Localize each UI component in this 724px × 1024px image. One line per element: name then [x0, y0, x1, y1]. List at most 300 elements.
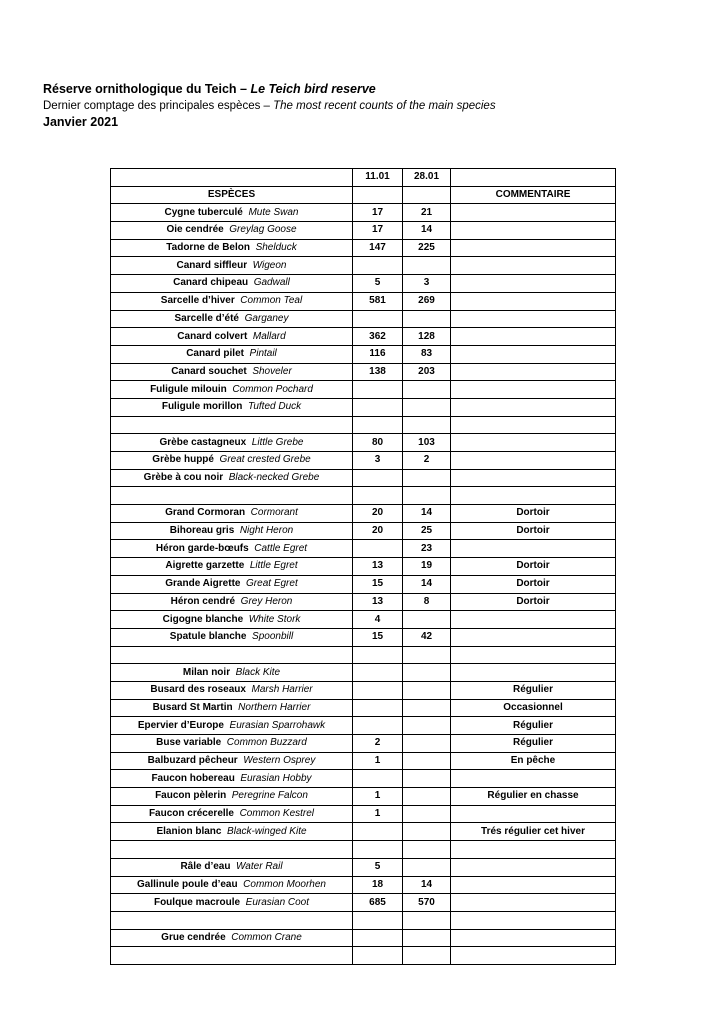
species-cell	[111, 328, 353, 346]
species-name-fr: Fuligule milouin	[150, 383, 227, 395]
species-cell	[111, 788, 353, 806]
count-cell-1101	[353, 911, 403, 929]
species-cell	[111, 416, 353, 434]
species-name-fr: Faucon hobereau	[151, 772, 235, 784]
count-cell-2801: 21	[403, 204, 451, 222]
table-row	[111, 452, 616, 470]
species-name-fr: Grèbe huppé	[152, 454, 214, 466]
comment-cell	[451, 947, 616, 965]
species-name-en: Night Heron	[239, 525, 294, 537]
species-name-fr: Epervier d’Europe	[137, 719, 224, 731]
count-cell-1101: 138	[353, 363, 403, 381]
comment-cell	[451, 257, 616, 275]
bird-count-table	[110, 168, 616, 965]
title-english: Le Teich bird reserve	[250, 82, 376, 96]
subtitle-english: The most recent counts of the main species	[273, 100, 496, 112]
count-cell-2801	[403, 823, 451, 841]
count-cell-2801: 14	[403, 505, 451, 523]
count-cell-2801: 83	[403, 345, 451, 363]
comment-cell	[451, 911, 616, 929]
species-cell	[111, 858, 353, 876]
species-name-fr: Faucon pèlerin	[155, 790, 227, 802]
table-row	[111, 363, 616, 381]
count-cell-2801: 23	[403, 540, 451, 558]
count-cell-1101: 5	[353, 275, 403, 293]
species-name-fr: Balbuzard pêcheur	[147, 755, 238, 767]
count-cell-1101: 13	[353, 593, 403, 611]
table-row	[111, 770, 616, 788]
table-row	[111, 416, 616, 434]
table-row	[111, 222, 616, 240]
species-name-en: Cormorant	[250, 507, 298, 519]
count-cell-2801	[403, 858, 451, 876]
count-cell-2801	[403, 911, 451, 929]
species-name-fr: Râle d’eau	[180, 861, 231, 873]
comment-cell	[451, 858, 616, 876]
species-name-en: Water Rail	[236, 861, 283, 873]
species-name-en: Great crested Grebe	[219, 454, 311, 466]
species-name-fr: Spatule blanche	[169, 631, 247, 643]
species-name-fr: Canard colvert	[177, 330, 248, 342]
species-name-en: Common Teal	[240, 295, 303, 307]
species-name-fr: Grèbe castagneux	[159, 436, 247, 448]
count-cell-1101: 13	[353, 558, 403, 576]
comment-cell	[451, 487, 616, 505]
species-name-en: Mute Swan	[248, 206, 299, 218]
comment-cell	[451, 894, 616, 912]
table-row	[111, 575, 616, 593]
species-name-en: Shoveler	[252, 365, 292, 377]
species-name-fr: Cygne tuberculé	[164, 206, 243, 218]
species-name-fr: Sarcelle d’été	[174, 312, 239, 324]
header-blank-cell	[403, 186, 451, 204]
species-name-en: Common Moorhen	[243, 878, 326, 890]
species-name-en: Northern Harrier	[238, 701, 311, 713]
count-cell-1101	[353, 487, 403, 505]
comment-cell	[451, 398, 616, 416]
count-month: Janvier 2021	[43, 115, 119, 129]
species-cell	[111, 310, 353, 328]
species-cell	[111, 257, 353, 275]
species-name-fr: Oie cendrée	[166, 224, 224, 236]
comment-cell	[451, 363, 616, 381]
species-name-en: Wigeon	[252, 259, 287, 271]
species-name-en: Spoonbill	[252, 631, 294, 643]
species-name-en: Common Buzzard	[226, 737, 307, 749]
species-name-en: Western Osprey	[243, 755, 316, 767]
species-cell	[111, 646, 353, 664]
count-cell-2801: 14	[403, 575, 451, 593]
comment-cell	[451, 452, 616, 470]
species-name-fr: Aigrette garzette	[165, 560, 245, 572]
table-row	[111, 752, 616, 770]
species-name-en: Common Kestrel	[239, 808, 315, 820]
comment-cell: Dortoir	[451, 575, 616, 593]
species-name-en: Grey Heron	[240, 595, 293, 607]
table-row	[111, 204, 616, 222]
table-row	[111, 929, 616, 947]
count-cell-2801	[403, 381, 451, 399]
count-cell-1101: 17	[353, 204, 403, 222]
species-name-en: Gadwall	[253, 277, 290, 289]
count-cell-1101	[353, 929, 403, 947]
count-cell-1101	[353, 681, 403, 699]
count-cell-2801: 225	[403, 239, 451, 257]
species-name-en: Tufted Duck	[247, 401, 302, 413]
count-cell-2801	[403, 416, 451, 434]
title-header-row	[111, 186, 616, 204]
count-cell-2801	[403, 646, 451, 664]
species-name-en: Mallard	[252, 330, 286, 342]
count-cell-2801	[403, 752, 451, 770]
species-name-en: Common Crane	[231, 931, 302, 943]
species-name-fr: Elanion blanc	[156, 825, 222, 837]
species-cell	[111, 894, 353, 912]
species-cell	[111, 363, 353, 381]
comment-cell	[451, 275, 616, 293]
count-cell-1101: 1	[353, 752, 403, 770]
table-row	[111, 717, 616, 735]
comment-cell: Régulier	[451, 735, 616, 753]
count-cell-1101	[353, 310, 403, 328]
count-cell-2801: 103	[403, 434, 451, 452]
table-row	[111, 540, 616, 558]
species-name-en: Garganey	[244, 312, 289, 324]
count-cell-2801	[403, 805, 451, 823]
table-row	[111, 911, 616, 929]
table-row	[111, 310, 616, 328]
table-row	[111, 947, 616, 965]
table-row	[111, 611, 616, 629]
table-row	[111, 858, 616, 876]
species-cell	[111, 487, 353, 505]
comment-cell	[451, 469, 616, 487]
species-name-en: Great Egret	[246, 578, 298, 590]
table-row	[111, 505, 616, 523]
comment-cell	[451, 611, 616, 629]
comment-cell	[451, 345, 616, 363]
count-cell-1101: 20	[353, 505, 403, 523]
comment-cell	[451, 434, 616, 452]
comment-cell	[451, 646, 616, 664]
table-row	[111, 664, 616, 682]
count-cell-1101: 5	[353, 858, 403, 876]
comment-cell	[451, 204, 616, 222]
species-cell	[111, 204, 353, 222]
table-row	[111, 257, 616, 275]
count-cell-1101: 1	[353, 788, 403, 806]
count-cell-2801	[403, 487, 451, 505]
table-row	[111, 699, 616, 717]
count-cell-2801: 8	[403, 593, 451, 611]
species-name-en: Eurasian Coot	[245, 896, 310, 908]
species-name-fr: Busard St Martin	[152, 701, 233, 713]
count-cell-2801	[403, 841, 451, 859]
species-cell	[111, 770, 353, 788]
count-cell-2801	[403, 398, 451, 416]
comment-cell	[451, 381, 616, 399]
count-cell-2801	[403, 699, 451, 717]
comment-cell: Occasionnel	[451, 699, 616, 717]
count-cell-2801	[403, 947, 451, 965]
count-cell-2801: 128	[403, 328, 451, 346]
species-cell	[111, 628, 353, 646]
comment-cell	[451, 310, 616, 328]
species-cell	[111, 558, 353, 576]
count-cell-2801	[403, 469, 451, 487]
species-cell	[111, 505, 353, 523]
subtitle-french: Dernier comptage des principales espèces –	[43, 100, 274, 112]
species-cell	[111, 381, 353, 399]
species-cell	[111, 681, 353, 699]
header-blank-cell	[451, 169, 616, 187]
count-cell-1101	[353, 664, 403, 682]
count-cell-1101	[353, 646, 403, 664]
species-cell	[111, 593, 353, 611]
comment-cell	[451, 628, 616, 646]
count-cell-1101: 147	[353, 239, 403, 257]
comment-cell	[451, 540, 616, 558]
table-row	[111, 522, 616, 540]
table-row	[111, 593, 616, 611]
comment-cell: Dortoir	[451, 522, 616, 540]
table-row	[111, 894, 616, 912]
table-row	[111, 275, 616, 293]
species-name-en: Common Pochard	[232, 383, 313, 395]
species-name-fr: Cigogne blanche	[162, 613, 244, 625]
species-name-en: Eurasian Sparrohawk	[229, 719, 326, 731]
species-name-fr: Sarcelle d’hiver	[160, 295, 235, 307]
count-cell-2801: 19	[403, 558, 451, 576]
species-cell	[111, 469, 353, 487]
count-cell-1101: 362	[353, 328, 403, 346]
count-cell-2801: 570	[403, 894, 451, 912]
count-cell-1101: 685	[353, 894, 403, 912]
comment-cell	[451, 841, 616, 859]
species-cell	[111, 752, 353, 770]
table-row	[111, 328, 616, 346]
species-cell	[111, 717, 353, 735]
species-cell	[111, 805, 353, 823]
table-row	[111, 487, 616, 505]
species-name-fr: Canard souchet	[171, 365, 247, 377]
comment-cell: Dortoir	[451, 505, 616, 523]
count-cell-1101: 15	[353, 575, 403, 593]
count-cell-1101	[353, 469, 403, 487]
document-header	[43, 81, 683, 131]
table-row	[111, 646, 616, 664]
species-name-fr: Grand Cormoran	[165, 507, 246, 519]
table-row	[111, 805, 616, 823]
count-cell-1101	[353, 257, 403, 275]
species-name-fr: Bihoreau gris	[169, 525, 235, 537]
header-blank-cell	[353, 186, 403, 204]
species-name-fr: Foulque macroule	[153, 896, 241, 908]
species-name-fr: Buse variable	[156, 737, 222, 749]
count-cell-1101	[353, 947, 403, 965]
count-cell-2801	[403, 611, 451, 629]
species-name-fr: Grande Aigrette	[165, 578, 241, 590]
table-row	[111, 823, 616, 841]
table-row	[111, 239, 616, 257]
comment-cell: Dortoir	[451, 593, 616, 611]
species-cell	[111, 398, 353, 416]
table-row	[111, 434, 616, 452]
species-cell	[111, 699, 353, 717]
species-name-en: Peregrine Falcon	[231, 790, 308, 802]
species-name-fr: Héron cendré	[170, 595, 236, 607]
species-cell	[111, 823, 353, 841]
comment-cell: Trés régulier cet hiver	[451, 823, 616, 841]
table-row	[111, 381, 616, 399]
species-name-fr: Tadorne de Belon	[166, 242, 250, 254]
count-cell-1101: 3	[353, 452, 403, 470]
table-row	[111, 841, 616, 859]
count-cell-1101	[353, 699, 403, 717]
comment-cell	[451, 239, 616, 257]
species-cell	[111, 434, 353, 452]
table-row	[111, 398, 616, 416]
count-cell-1101: 1	[353, 805, 403, 823]
species-cell	[111, 540, 353, 558]
species-name-en: Black-winged Kite	[227, 825, 307, 837]
comment-cell: Régulier en chasse	[451, 788, 616, 806]
date-header-row	[111, 169, 616, 187]
count-cell-2801: 203	[403, 363, 451, 381]
count-cell-1101	[353, 823, 403, 841]
count-cell-1101: 20	[353, 522, 403, 540]
comment-cell	[451, 876, 616, 894]
count-cell-1101: 2	[353, 735, 403, 753]
table-row	[111, 292, 616, 310]
species-name-en: White Stork	[248, 613, 301, 625]
count-cell-1101	[353, 717, 403, 735]
count-cell-1101: 15	[353, 628, 403, 646]
count-cell-2801: 14	[403, 222, 451, 240]
species-cell	[111, 575, 353, 593]
comment-cell	[451, 664, 616, 682]
count-cell-2801	[403, 788, 451, 806]
species-cell	[111, 222, 353, 240]
comment-cell	[451, 929, 616, 947]
table-row	[111, 735, 616, 753]
comment-cell	[451, 328, 616, 346]
date-header-2: 28.01	[403, 169, 451, 187]
species-cell	[111, 452, 353, 470]
comment-cell	[451, 222, 616, 240]
date-header-1: 11.01	[353, 169, 403, 187]
count-cell-1101: 116	[353, 345, 403, 363]
count-cell-2801	[403, 735, 451, 753]
comment-cell	[451, 805, 616, 823]
species-name-en: Black-necked Grebe	[228, 472, 320, 484]
count-cell-2801: 269	[403, 292, 451, 310]
species-cell	[111, 611, 353, 629]
header-blank-cell	[111, 169, 353, 187]
species-name-fr: Héron garde-bœufs	[155, 542, 249, 554]
species-name-en: Black Kite	[235, 666, 281, 678]
table-row	[111, 876, 616, 894]
table-row	[111, 558, 616, 576]
count-cell-2801	[403, 770, 451, 788]
species-name-fr: Fuligule morillon	[161, 401, 243, 413]
count-cell-2801	[403, 929, 451, 947]
species-name-fr: Busard des roseaux	[150, 684, 246, 696]
species-cell	[111, 522, 353, 540]
comment-column-header: COMMENTAIRE	[451, 186, 616, 204]
species-cell	[111, 911, 353, 929]
species-name-en: Eurasian Hobby	[240, 772, 312, 784]
count-cell-1101	[353, 770, 403, 788]
table-row	[111, 681, 616, 699]
comment-cell: Dortoir	[451, 558, 616, 576]
species-cell	[111, 275, 353, 293]
species-name-fr: Faucon crécerelle	[148, 808, 234, 820]
count-cell-1101: 18	[353, 876, 403, 894]
table-row	[111, 469, 616, 487]
species-name-en: Marsh Harrier	[251, 684, 313, 696]
species-cell	[111, 345, 353, 363]
species-cell	[111, 929, 353, 947]
table-row	[111, 788, 616, 806]
species-cell	[111, 876, 353, 894]
comment-cell	[451, 292, 616, 310]
document-title	[43, 81, 683, 98]
species-column-header: ESPÈCES	[111, 186, 353, 204]
species-name-fr: Milan noir	[182, 666, 231, 678]
count-cell-2801: 14	[403, 876, 451, 894]
count-cell-1101	[353, 398, 403, 416]
species-name-fr: Grue cendrée	[161, 931, 226, 943]
count-cell-2801: 42	[403, 628, 451, 646]
count-cell-1101: 80	[353, 434, 403, 452]
title-french: Réserve ornithologique du Teich –	[43, 82, 251, 96]
species-cell	[111, 292, 353, 310]
table-row	[111, 628, 616, 646]
count-cell-2801	[403, 310, 451, 328]
count-cell-1101	[353, 540, 403, 558]
species-cell	[111, 735, 353, 753]
species-cell	[111, 239, 353, 257]
count-cell-2801: 3	[403, 275, 451, 293]
count-cell-2801	[403, 681, 451, 699]
count-cell-1101: 4	[353, 611, 403, 629]
species-name-fr: Gallinule poule d’eau	[137, 878, 238, 890]
comment-cell	[451, 416, 616, 434]
species-name-en: Cattle Egret	[254, 542, 308, 554]
table-row	[111, 345, 616, 363]
species-cell	[111, 947, 353, 965]
species-cell	[111, 841, 353, 859]
count-cell-2801	[403, 257, 451, 275]
count-cell-2801	[403, 664, 451, 682]
count-cell-2801: 2	[403, 452, 451, 470]
comment-cell: En pêche	[451, 752, 616, 770]
species-name-en: Little Grebe	[251, 436, 304, 448]
species-name-fr: Canard chipeau	[173, 277, 249, 289]
species-name-en: Shelduck	[255, 242, 297, 254]
count-cell-1101: 581	[353, 292, 403, 310]
species-name-fr: Canard siffleur	[176, 259, 248, 271]
comment-cell: Régulier	[451, 681, 616, 699]
comment-cell	[451, 770, 616, 788]
species-cell	[111, 664, 353, 682]
count-cell-1101	[353, 841, 403, 859]
species-name-en: Greylag Goose	[229, 224, 297, 236]
species-name-en: Pintail	[249, 348, 277, 360]
species-name-fr: Grèbe à cou noir	[143, 472, 224, 484]
document-subtitle	[43, 98, 683, 114]
